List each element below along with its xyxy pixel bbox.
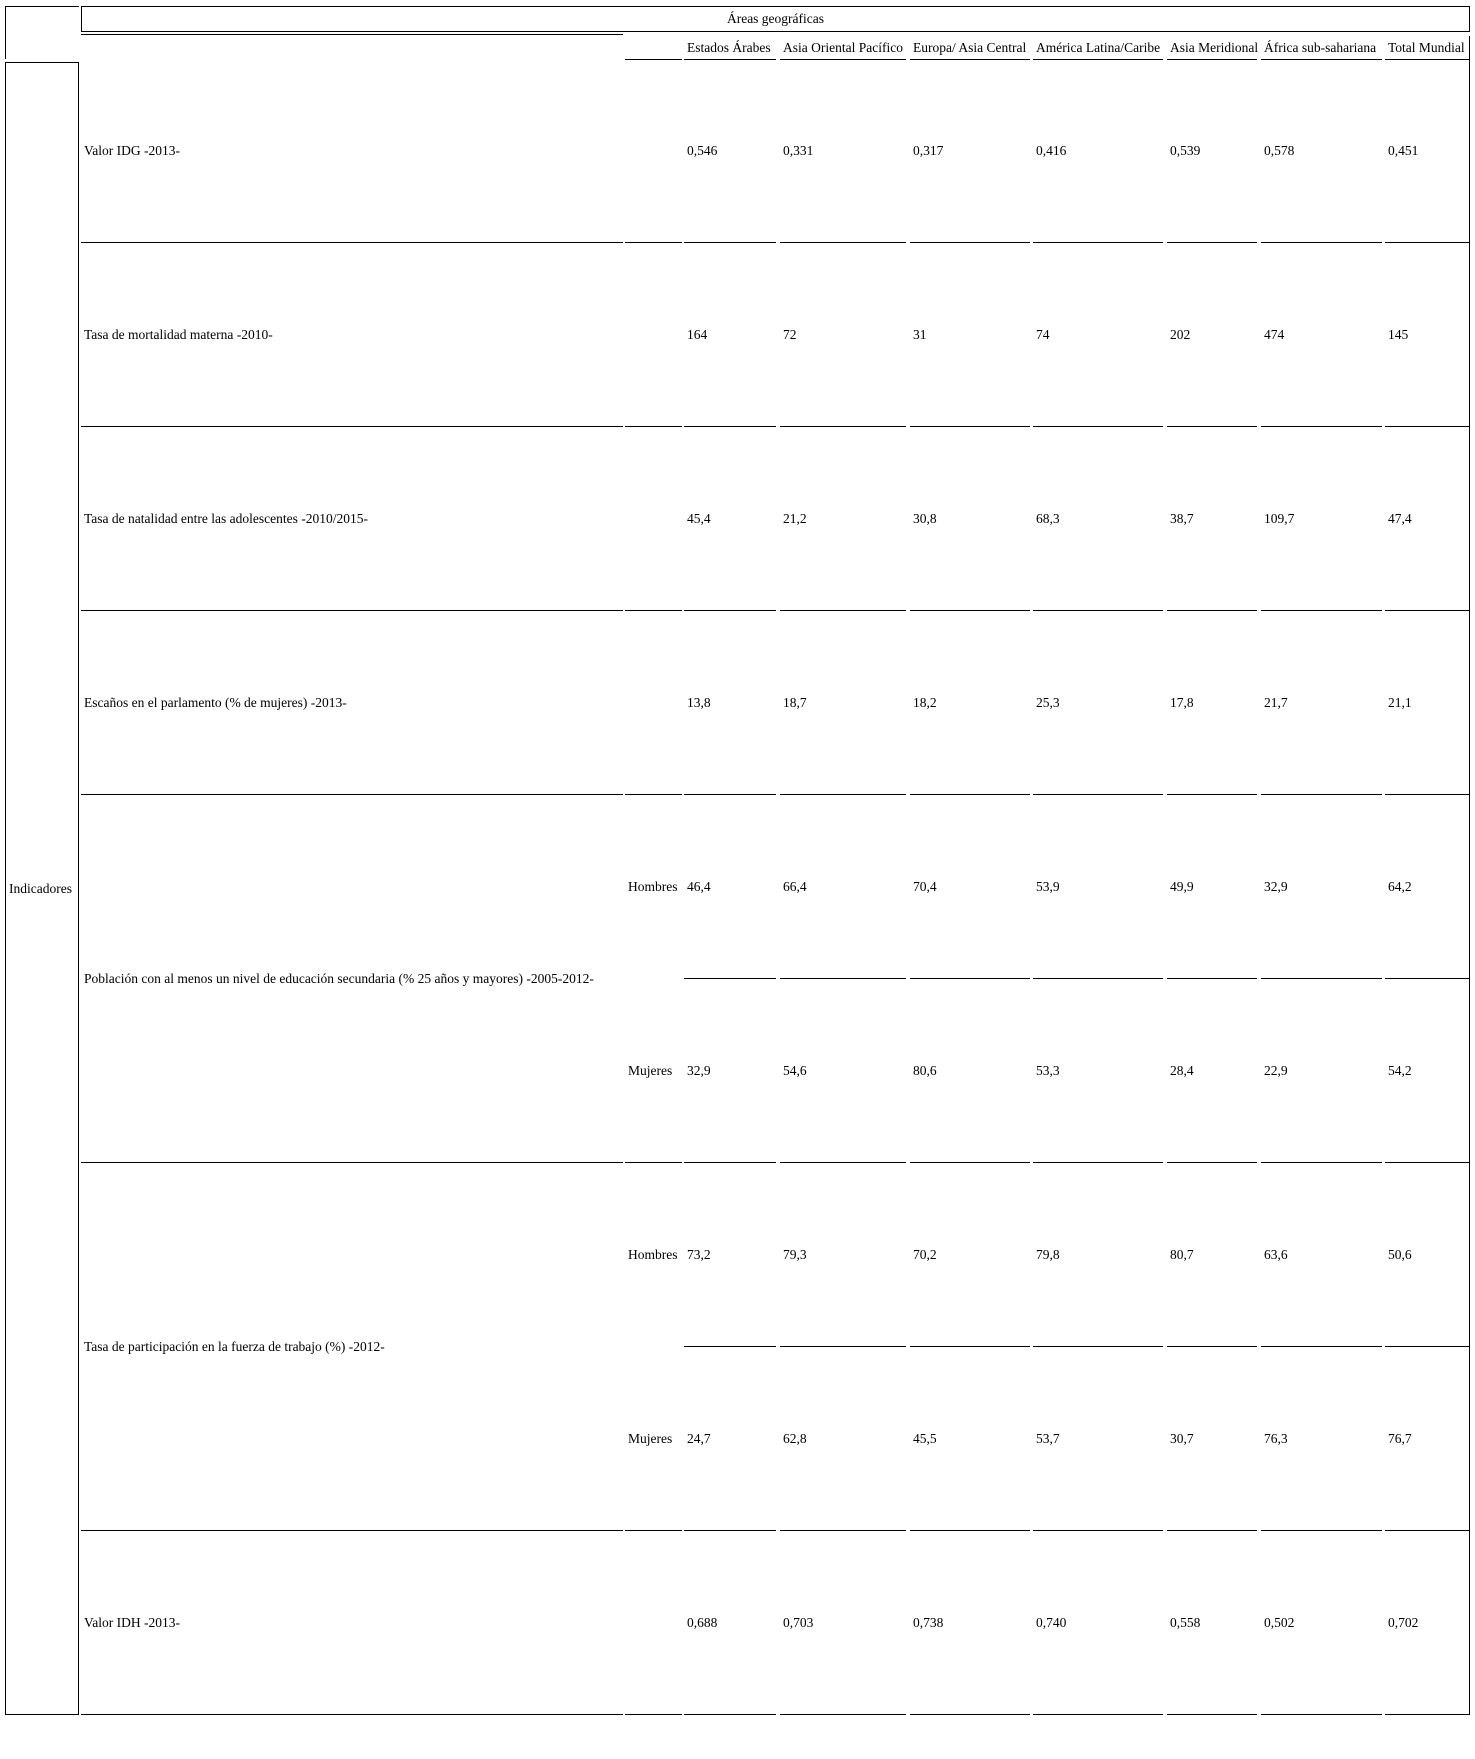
sub-label: Hombres: [628, 879, 678, 894]
sub-label: [625, 427, 682, 611]
corner-border: [5, 6, 79, 7]
data-cell: 70,2: [910, 1163, 1030, 1347]
data-cell: 50,6: [1385, 1163, 1470, 1347]
row-label: Tasa de participación en la fuerza de trabajo (%) -2012-: [81, 1163, 623, 1531]
data-cell: 21,7: [1261, 611, 1382, 795]
data-cell: 0,539: [1167, 59, 1257, 243]
row-label: Tasa de mortalidad materna -2010-: [81, 243, 623, 427]
data-cell: 13,8: [684, 611, 776, 795]
data-cell: 73,2: [684, 1163, 776, 1347]
corner-border: [5, 6, 6, 59]
data-cell: 0,451: [1385, 59, 1470, 243]
data-cell: 18,2: [910, 611, 1030, 795]
data-cell: 17,8: [1167, 611, 1257, 795]
data-cell: 76,3: [1261, 1347, 1382, 1531]
data-cell: 30,8: [910, 427, 1030, 611]
data-cell: 0,688: [684, 1531, 776, 1715]
geographic-areas-header: Áreas geográficas: [81, 6, 1470, 32]
data-cell: 18,7: [780, 611, 906, 795]
data-cell: 30,7: [1167, 1347, 1257, 1531]
data-cell: 32,9: [684, 979, 776, 1163]
data-cell: 74: [1033, 243, 1163, 427]
sub-label: [625, 59, 682, 243]
sub-label: [625, 243, 682, 427]
sub-label: [625, 1531, 682, 1715]
data-cell: 54,6: [780, 979, 906, 1163]
data-cell: 0,740: [1033, 1531, 1163, 1715]
data-cell: 64,2: [1385, 795, 1470, 979]
column-header: Asia Oriental Pacífico: [780, 36, 906, 60]
data-cell: 62,8: [780, 1347, 906, 1531]
data-cell: 25,3: [1033, 611, 1163, 795]
data-cell: 45,5: [910, 1347, 1030, 1531]
sub-label: Mujeres: [625, 1347, 682, 1531]
data-cell: 70,4: [910, 795, 1030, 979]
data-cell: 0,546: [684, 59, 776, 243]
data-cell: 0,416: [1033, 59, 1163, 243]
data-cell: 76,7: [1385, 1347, 1470, 1531]
data-cell: 21,2: [780, 427, 906, 611]
data-cell: 28,4: [1167, 979, 1257, 1163]
data-cell: 66,4: [780, 795, 906, 979]
header-label-spacer: [81, 36, 623, 60]
header-sub-spacer: [625, 36, 682, 60]
data-cell: 24,7: [684, 1347, 776, 1531]
data-cell: 0,578: [1261, 59, 1382, 243]
data-cell: 68,3: [1033, 427, 1163, 611]
column-header: África sub-sahariana: [1261, 36, 1382, 60]
data-cell: 164: [684, 243, 776, 427]
data-cell: 0,331: [780, 59, 906, 243]
data-cell: 53,7: [1033, 1347, 1163, 1531]
data-cell: 32,9: [1261, 795, 1382, 979]
data-cell: 53,9: [1033, 795, 1163, 979]
data-cell: 0,702: [1385, 1531, 1470, 1715]
data-cell: 0,502: [1261, 1531, 1382, 1715]
sub-label: Mujeres: [625, 979, 682, 1163]
column-header: Estados Árabes: [684, 36, 776, 60]
data-cell: 63,6: [1261, 1163, 1382, 1347]
data-cell: 45,4: [684, 427, 776, 611]
data-cell: 79,8: [1033, 1163, 1163, 1347]
sub-label: Hombres: [628, 1247, 678, 1262]
data-cell: 202: [1167, 243, 1257, 427]
data-cell: 0,558: [1167, 1531, 1257, 1715]
sub-label: [625, 611, 682, 795]
data-cell: 53,3: [1033, 979, 1163, 1163]
data-cell: 0,703: [780, 1531, 906, 1715]
column-header: Europa/ Asia Central: [910, 36, 1030, 60]
row-label: Tasa de natalidad entre las adolescentes -2010/2015-: [81, 427, 623, 611]
data-cell: 474: [1261, 243, 1382, 427]
data-cell: 21,1: [1385, 611, 1470, 795]
data-cell: 46,4: [684, 795, 776, 979]
row-label: Escaños en el parlamento (% de mujeres) -2013-: [81, 611, 623, 795]
data-cell: 47,4: [1385, 427, 1470, 611]
data-cell: 54,2: [1385, 979, 1470, 1163]
data-cell: 0,738: [910, 1531, 1030, 1715]
column-header: Asia Meridional: [1167, 36, 1257, 60]
data-cell: 109,7: [1261, 427, 1382, 611]
indicators-row-header: Indicadores: [5, 62, 79, 1715]
data-cell: 145: [1385, 243, 1470, 427]
row-label: Valor IDH -2013-: [81, 1531, 623, 1715]
data-cell: 38,7: [1167, 427, 1257, 611]
data-cell: 80,7: [1167, 1163, 1257, 1347]
row-label: Valor IDG -2013-: [81, 59, 623, 243]
data-cell: 79,3: [780, 1163, 906, 1347]
data-cell: 80,6: [910, 979, 1030, 1163]
row-label: Población con al menos un nivel de educación secundaria (% 25 años y mayores) -2005-2012-: [81, 795, 623, 1163]
data-cell: 0,317: [910, 59, 1030, 243]
data-cell: 31: [910, 243, 1030, 427]
column-header: Total Mundial: [1385, 36, 1470, 60]
column-header: América Latina/Caribe: [1033, 36, 1163, 60]
data-cell: 49,9: [1167, 795, 1257, 979]
data-cell: 22,9: [1261, 979, 1382, 1163]
data-cell: 72: [780, 243, 906, 427]
